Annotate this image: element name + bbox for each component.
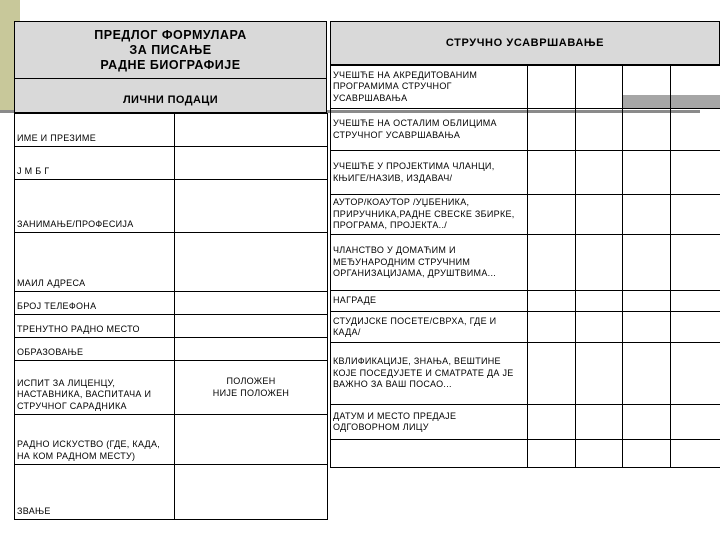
table-row	[331, 151, 720, 195]
category-label: НАГРАДЕ	[331, 291, 528, 312]
entry-cell[interactable]	[671, 235, 720, 291]
entry-cell[interactable]	[623, 440, 671, 468]
category-label: ДАТУМ И МЕСТО ПРЕДАЈЕ ОДГОВОРНОМ ЛИЦУ	[331, 405, 528, 440]
field-label: ЗАНИМАЊЕ/ПРОФЕСИЈА	[15, 180, 175, 233]
professional-development-table	[330, 65, 720, 468]
table-row	[15, 415, 328, 465]
entry-cell[interactable]	[623, 151, 671, 195]
category-label: СТУДИЈСКЕ ПОСЕТЕ/СВРХА, ГДЕ И КАДА/	[331, 312, 528, 343]
field-value-cell[interactable]	[175, 180, 328, 233]
field-label: ИМЕ И ПРЕЗИМЕ	[15, 114, 175, 147]
shaded-block	[671, 95, 720, 109]
entry-cell[interactable]	[528, 405, 576, 440]
table-row	[331, 405, 720, 440]
entry-cell[interactable]	[576, 195, 623, 235]
entry-cell[interactable]	[671, 440, 720, 468]
entry-cell[interactable]	[623, 66, 671, 109]
entry-cell[interactable]	[623, 343, 671, 405]
entry-cell[interactable]	[528, 195, 576, 235]
field-value-cell[interactable]	[175, 465, 328, 520]
entry-cell[interactable]	[576, 343, 623, 405]
table-row	[331, 235, 720, 291]
entry-cell[interactable]	[623, 109, 671, 151]
table-row	[331, 195, 720, 235]
entry-cell[interactable]	[671, 291, 720, 312]
category-label: УЧЕШЋЕ НА АКРЕДИТОВАНИМ ПРОГРАМИМА СТРУЧНОГ УСАВРШАВАЊА	[331, 66, 528, 109]
table-row	[15, 180, 328, 233]
field-value-cell[interactable]	[175, 292, 328, 315]
table-row	[15, 315, 328, 338]
field-value-cell[interactable]: ПОЛОЖЕН НИЈЕ ПОЛОЖЕН	[175, 361, 328, 415]
table-row	[331, 440, 720, 468]
table-row	[331, 109, 720, 151]
entry-cell[interactable]	[528, 235, 576, 291]
category-label	[331, 440, 528, 468]
entry-cell[interactable]	[671, 195, 720, 235]
entry-cell[interactable]	[528, 291, 576, 312]
entry-cell[interactable]	[528, 66, 576, 109]
entry-cell[interactable]	[671, 312, 720, 343]
field-label: ЗВАЊЕ	[15, 465, 175, 520]
table-row	[15, 292, 328, 315]
field-label: ИСПИТ ЗА ЛИЦЕНЦУ, НАСТАВНИКА, ВАСПИТАЧА И СТРУЧНОГ САРАДНИКА	[15, 361, 175, 415]
field-value-cell[interactable]	[175, 315, 328, 338]
table-row	[15, 361, 328, 415]
entry-cell[interactable]	[528, 151, 576, 195]
field-label: МАИЛ АДРЕСА	[15, 233, 175, 292]
entry-cell[interactable]	[576, 291, 623, 312]
category-label: ЧЛАНСТВО У ДОМАЋИМ И МЕЂУНАРОДНИМ СТРУЧНИМ ОРГАНИЗАЦИЈАМА, ДРУШТВИМА...	[331, 235, 528, 291]
entry-cell[interactable]	[576, 66, 623, 109]
field-value-cell[interactable]	[175, 233, 328, 292]
table-row	[15, 465, 328, 520]
entry-cell[interactable]	[576, 405, 623, 440]
table-row	[15, 233, 328, 292]
personal-data-table	[14, 113, 328, 520]
entry-cell[interactable]	[576, 109, 623, 151]
field-value-cell[interactable]	[175, 415, 328, 465]
entry-cell[interactable]	[576, 151, 623, 195]
shaded-block	[623, 95, 670, 109]
field-label: ОБРАЗОВАЊЕ	[15, 338, 175, 361]
category-label: АУТОР/КОАУТОР /УЏБЕНИКА, ПРИРУЧНИКА,РАДНЕ СВЕСКЕ ЗБИРКЕ, ПРОГРАМА, ПРОЈЕКТА../	[331, 195, 528, 235]
entry-cell[interactable]	[623, 405, 671, 440]
entry-cell[interactable]	[528, 109, 576, 151]
entry-cell[interactable]	[623, 312, 671, 343]
table-row	[15, 147, 328, 180]
field-label: БРОЈ ТЕЛЕФОНА	[15, 292, 175, 315]
table-row	[15, 114, 328, 147]
category-label: УЧЕШЋЕ НА ОСТАЛИМ ОБЛИЦИМА СТРУЧНОГ УСАВРШАВАЊА	[331, 109, 528, 151]
entry-cell[interactable]	[671, 109, 720, 151]
entry-cell[interactable]	[623, 235, 671, 291]
entry-cell[interactable]	[671, 66, 720, 109]
field-label: Ј М Б Г	[15, 147, 175, 180]
category-label: УЧЕШЋЕ У ПРОЈЕКТИМА ЧЛАНЦИ, КЊИГЕ/НАЗИВ, ИЗДАВАЧ/	[331, 151, 528, 195]
table-row	[15, 338, 328, 361]
field-label: ТРЕНУТНО РАДНО МЕСТО	[15, 315, 175, 338]
field-value-cell[interactable]	[175, 147, 328, 180]
entry-cell[interactable]	[671, 405, 720, 440]
form-title: ПРЕДЛОГ ФОРМУЛАРА ЗА ПИСАЊЕ РАДНЕ БИОГРАФИЈЕ	[14, 21, 327, 79]
personal-data-heading: ЛИЧНИ ПОДАЦИ	[14, 79, 327, 113]
table-row	[331, 312, 720, 343]
entry-cell[interactable]	[623, 291, 671, 312]
field-value-cell[interactable]	[175, 114, 328, 147]
entry-cell[interactable]	[528, 312, 576, 343]
entry-cell[interactable]	[576, 440, 623, 468]
entry-cell[interactable]	[623, 195, 671, 235]
entry-cell[interactable]	[671, 151, 720, 195]
professional-development-heading: СТРУЧНО УСАВРШАВАЊЕ	[330, 21, 720, 65]
field-label: РАДНО ИСКУСТВО (ГДЕ, КАДА, НА КОМ РАДНОМ МЕСТУ)	[15, 415, 175, 465]
entry-cell[interactable]	[528, 343, 576, 405]
entry-cell[interactable]	[528, 440, 576, 468]
entry-cell[interactable]	[576, 312, 623, 343]
field-value-cell[interactable]	[175, 338, 328, 361]
entry-cell[interactable]	[576, 235, 623, 291]
entry-cell[interactable]	[671, 343, 720, 405]
table-row	[331, 343, 720, 405]
table-row	[331, 291, 720, 312]
category-label: КВЛИФИКАЦИЈЕ, ЗНАЊА, ВЕШТИНЕ КОЈЕ ПОСЕДУЈЕТЕ И СМАТРАТЕ ДА ЈЕ ВАЖНО ЗА ВАШ ПОСАО...	[331, 343, 528, 405]
table-row	[331, 66, 720, 109]
